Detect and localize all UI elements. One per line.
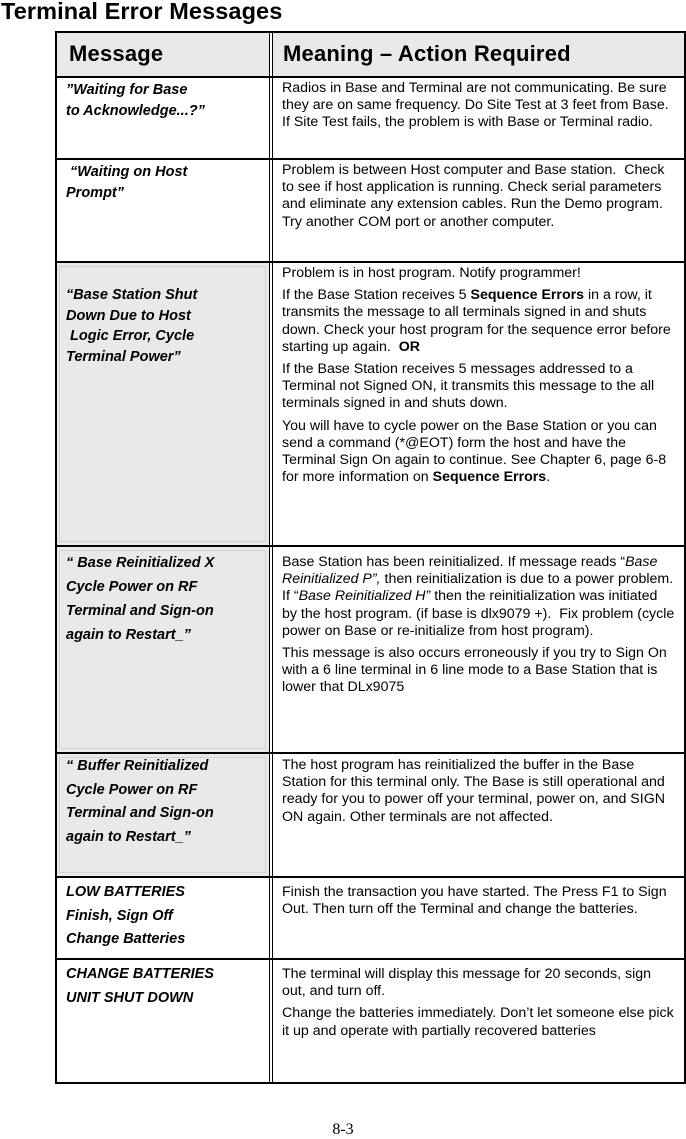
message-cell (57, 160, 269, 261)
message-cell (57, 263, 269, 545)
message-text: Cycle Power on RF (66, 781, 198, 798)
sequence-errors-term: Sequence Errors (432, 469, 547, 486)
header-message: Message (57, 33, 269, 76)
meaning-paragraph (282, 418, 676, 487)
header-meaning: Meaning – Action Required (273, 33, 684, 76)
or-keyword: OR (398, 338, 421, 355)
message-cell (57, 878, 269, 958)
message-text: to Acknowledge...?” (66, 103, 205, 119)
meaning-text: Problem is in host program. Notify programmer! (282, 265, 581, 281)
message-text: “Waiting on Host (66, 164, 188, 180)
meaning-cell (273, 78, 684, 158)
meaning-text: Base Reinitialized P”, (282, 554, 658, 588)
sequence-errors-term: Sequence Errors (470, 287, 585, 304)
message-text: ”Waiting for Base (66, 82, 188, 98)
meaning-cell (273, 960, 684, 1082)
meaning-text: . (546, 469, 551, 486)
meaning-text: Change the batteries immediately. Don’t let someone else pick it up and operate with partially recovered batteries (282, 1005, 674, 1039)
message-cell (57, 78, 269, 158)
message-text: Terminal and Sign-on (66, 805, 214, 821)
meaning-text: Radios in Base and Terminal are not communicating. Be sure they are on same frequency. Do Site Test at 3 feet from Base. If Site Test fails, the problem is with Base or Terminal radio. (282, 80, 669, 131)
meaning-text: Base Station has been reinitialized. If message reads “ (282, 554, 626, 570)
meaning-text: This message is also occurs erroneously if you try to Sign On with a 6 line terminal in 6 line mode to a Base Station that is lower that DLx9075 (282, 645, 667, 696)
meaning-cell (273, 754, 684, 876)
message-text: Terminal and Sign-on (66, 603, 214, 619)
meaning-text: then reinitialization is due to a power problem. If “ (282, 571, 674, 605)
page-title: Terminal Error Messages (1, 0, 283, 24)
page-number: 8-3 (332, 1121, 354, 1138)
table-row (57, 752, 684, 876)
meaning-paragraph (282, 554, 676, 640)
message-text: “ Base Reinitialized X (66, 555, 215, 571)
message-text: “Base Station Shut (66, 287, 198, 303)
meaning-text: You will have to cycle power on the Base Station or you can send a command (*@EOT) form the host and have the Terminal Sign On again to continue. See Chapter 6, page 6-8 for more information on (282, 417, 667, 486)
table-header-row (57, 33, 684, 76)
message-cell (57, 754, 269, 876)
table-row (57, 76, 684, 158)
meaning-text: If the Base Station receives 5 (282, 287, 471, 304)
error-messages-table (55, 31, 686, 1084)
message-text: Prompt” (66, 185, 124, 201)
meaning-cell (273, 878, 684, 958)
meaning-text: If the Base Station receives 5 messages addressed to a Terminal not Signed ON, it transmits this message to the all terminals signed in and shuts down. (282, 361, 655, 412)
message-text: Terminal Power” (66, 348, 181, 365)
meaning-text: The terminal will display this message for 20 seconds, sign out, and turn off. (282, 966, 652, 1000)
message-text: UNIT SHUT DOWN (66, 989, 194, 1006)
table-row (57, 158, 684, 261)
message-text: again to Restart_” (66, 828, 191, 845)
table-row (57, 958, 684, 1082)
table-row (57, 876, 684, 958)
message-text: “ Buffer Reinitialized (66, 758, 209, 774)
message-text: again to Restart_” (66, 627, 191, 643)
message-text: Logic Error, Cycle (66, 328, 195, 344)
meaning-text: Base Reinitialized H” (298, 588, 431, 605)
message-text: LOW BATTERIES (66, 884, 185, 900)
meaning-text: then the reinitialization was initiated by the host program. (if base is dlx9079 +). Fix problem (cycle power on Base or re-initialize from host program). (282, 588, 675, 639)
meaning-cell (273, 160, 684, 261)
message-text: Change Batteries (66, 931, 186, 947)
meaning-text: The host program has reinitialized the buffer in the Base Station for this terminal only. The Base is still operational and ready for you to power off your terminal, power on, and SIGN ON again. Other terminals are not affected. (282, 757, 665, 825)
message-text: Finish, Sign Off (66, 907, 173, 924)
message-text: Cycle Power on RF (66, 579, 198, 595)
meaning-paragraph (282, 287, 676, 356)
table-row (57, 261, 684, 545)
meaning-text: in a row, it transmits the message to all terminals signed in and shuts down. Check your host program for the sequence error before starting up again. (282, 287, 671, 355)
table-row (57, 545, 684, 752)
meaning-cell (273, 263, 684, 545)
meaning-cell (273, 547, 684, 752)
meaning-text: Problem is between Host computer and Base station. Check to see if host application is running. Check serial parameters and eliminate any extension cables. Run the Demo program. Try another COM port or another computer. (282, 162, 665, 230)
message-text: Down Due to Host (66, 307, 191, 324)
message-cell (57, 960, 269, 1082)
message-text: CHANGE BATTERIES (66, 966, 214, 982)
message-cell (57, 547, 269, 752)
meaning-text: Finish the transaction you have started. The Press F1 to Sign Out. Then turn off the Terminal and change the batteries. (282, 884, 667, 918)
